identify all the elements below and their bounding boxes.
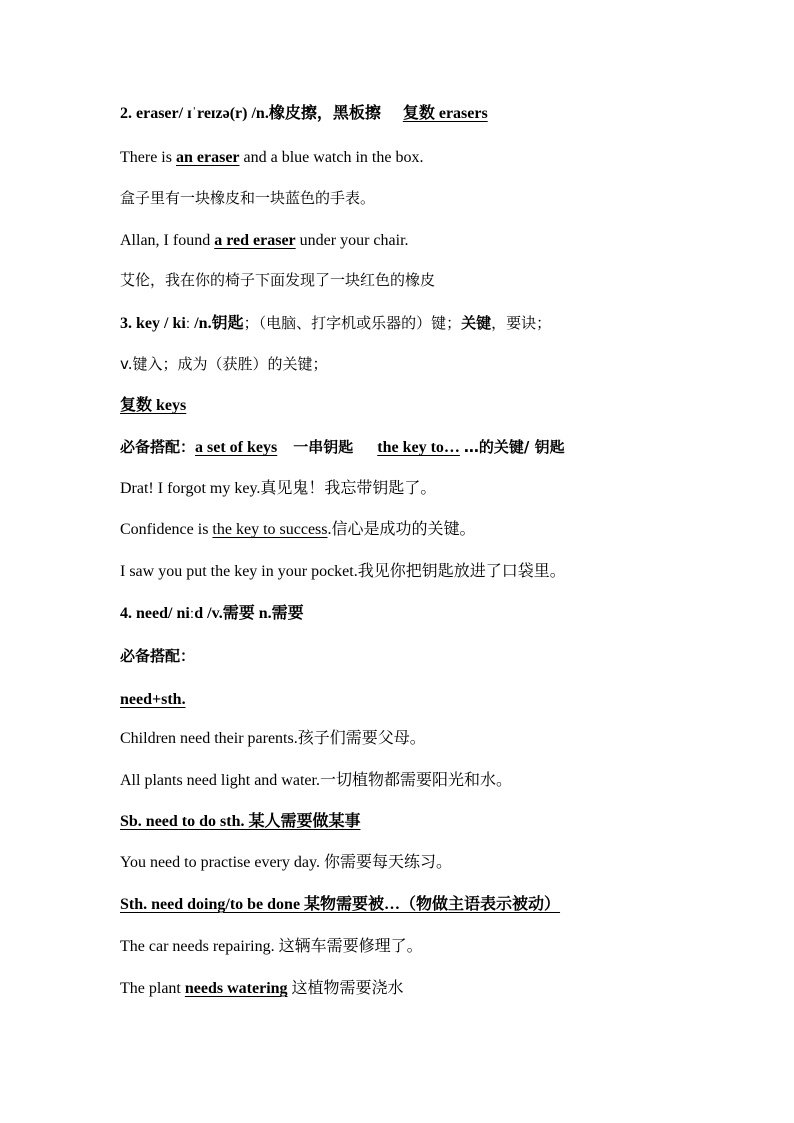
key-headword-line bbox=[120, 313, 551, 334]
need-headword: 4. need/ niːd /v.需要 n.需要 bbox=[120, 605, 304, 622]
need-example-1: Children need their parents.孩子们需要父母。 bbox=[120, 730, 426, 747]
key-example-3: I saw you put the key in your pocket.我见你把钥匙放进了口袋里。 bbox=[120, 563, 566, 580]
highlight-phrase: an eraser bbox=[175, 149, 240, 166]
highlight-phrase: a red eraser bbox=[214, 232, 296, 249]
key-collocations bbox=[120, 437, 565, 458]
collocation-label: 必备搭配： bbox=[120, 438, 196, 456]
example-text: Confidence is bbox=[120, 521, 213, 538]
example-text: Allan, I found bbox=[120, 232, 215, 249]
need-example-4: The car needs repairing. 这辆车需要修理了。 bbox=[120, 938, 423, 955]
key-plural: 复数 keys bbox=[120, 397, 187, 414]
highlight-phrase: the key to success bbox=[212, 521, 328, 538]
eraser-headword: 2. eraser/ ɪˈreɪzə(r) /n.橡皮擦，黑板擦 bbox=[120, 105, 381, 122]
need-example-5 bbox=[120, 979, 404, 999]
collocation-meaning: …的关键/ 钥匙 bbox=[463, 438, 565, 456]
key-verb-meaning: v.键入；成为（获胜）的关键； bbox=[120, 355, 328, 373]
need-example-2: All plants need light and water.一切植物都需要阳光和水。 bbox=[120, 772, 512, 789]
key-example-1: Drat! I forgot my key.真见鬼！我忘带钥匙了。 bbox=[120, 480, 437, 497]
eraser-plural: 复数 erasers bbox=[402, 105, 488, 122]
collocation-meaning: 一串钥匙 bbox=[293, 438, 354, 456]
need-pattern-1: need+sth. bbox=[120, 691, 186, 708]
eraser-example-2 bbox=[120, 231, 409, 251]
need-example-3: You need to practise every day. 你需要每天练习。 bbox=[120, 854, 452, 871]
key-example-2 bbox=[120, 520, 476, 540]
example-text: There is bbox=[120, 149, 176, 166]
highlight-phrase: needs watering bbox=[184, 980, 288, 997]
collocation-phrase: a set of keys bbox=[195, 439, 278, 456]
key-plural-line bbox=[120, 396, 204, 416]
collocation-phrase: the key to… bbox=[377, 439, 460, 456]
example-text: 这植物需要浇水 bbox=[287, 980, 404, 997]
need-collocation-label: 必备搭配： bbox=[120, 647, 196, 665]
example-text: and a blue watch in the box. bbox=[239, 149, 424, 166]
key-meaning: ，要诀； bbox=[491, 314, 552, 332]
eraser-example-1-translation: 盒子里有一块橡皮和一块蓝色的手表。 bbox=[120, 189, 376, 207]
eraser-example-1 bbox=[120, 148, 423, 168]
key-meaning: ；（电脑、打字机或乐器的）键； bbox=[243, 314, 462, 332]
need-pattern-3: Sth. need doing/to be done 某物需要被…（物做主语表示被动） bbox=[120, 896, 561, 913]
example-text: under your chair. bbox=[295, 232, 409, 249]
need-pattern-2: Sb. need to do sth. 某人需要做某事 bbox=[120, 813, 361, 830]
key-headword: 3. key / kiː /n.钥匙 bbox=[120, 315, 244, 332]
eraser-example-2-translation: 艾伦，我在你的椅子下面发现了一块红色的橡皮 bbox=[120, 271, 436, 289]
example-text: The plant bbox=[120, 980, 185, 997]
eraser-headword-line bbox=[120, 104, 488, 124]
example-text: .信心是成功的关键。 bbox=[327, 521, 476, 538]
key-meaning-bold: 关键 bbox=[461, 314, 492, 332]
